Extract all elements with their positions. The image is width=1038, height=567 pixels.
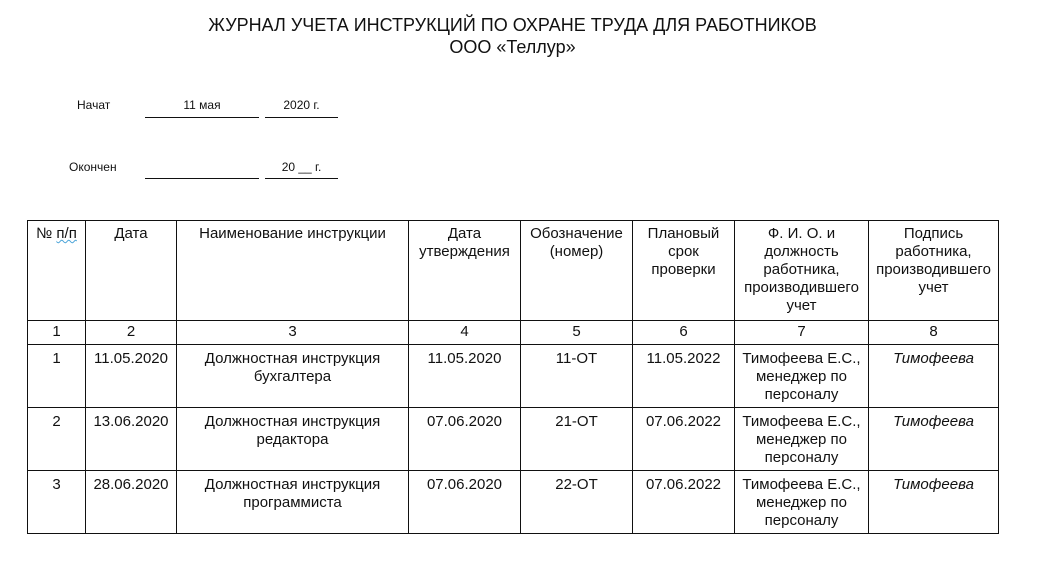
cell-number: 1 <box>28 345 86 408</box>
table-row <box>28 345 999 408</box>
title-line-2: ООО «Теллур» <box>449 37 576 57</box>
header-row <box>28 221 999 321</box>
header-person: Ф. И. О. и должность работника, производившего учет <box>735 221 869 321</box>
cell-person: Тимофеева Е.С., менеджер по персоналу <box>735 471 869 534</box>
cell-person: Тимофеева Е.С., менеджер по персоналу <box>735 408 869 471</box>
cell-signature: Тимофеева <box>869 471 999 534</box>
table-row <box>28 471 999 534</box>
cell-signature: Тимофеева <box>869 408 999 471</box>
table-row <box>28 408 999 471</box>
header-number-main: п/п <box>56 225 77 242</box>
header-number <box>28 221 86 321</box>
cell-instruction-name: Должностная инструкция бухгалтера <box>177 345 409 408</box>
column-number: 1 <box>28 321 86 345</box>
finished-day-month-line <box>145 178 259 179</box>
cell-number: 3 <box>28 471 86 534</box>
header-review-term: Плановый срок проверки <box>633 221 735 321</box>
header-signature: Подпись работника, производившего учет <box>869 221 999 321</box>
cell-number: 2 <box>28 408 86 471</box>
cell-approval-date: 07.06.2020 <box>409 408 521 471</box>
cell-review-term: 07.06.2022 <box>633 408 735 471</box>
finished-year[interactable]: 20 __ г. <box>281 160 322 174</box>
column-numbers-row <box>28 321 999 345</box>
cell-designation: 11-ОТ <box>521 345 633 408</box>
column-number: 8 <box>869 321 999 345</box>
column-number: 3 <box>177 321 409 345</box>
started-day-month-line <box>145 117 259 118</box>
cell-date: 28.06.2020 <box>86 471 177 534</box>
finished-year-line <box>265 178 338 179</box>
cell-person: Тимофеева Е.С., менеджер по персоналу <box>735 345 869 408</box>
cell-signature: Тимофеева <box>869 345 999 408</box>
cell-designation: 22-ОТ <box>521 471 633 534</box>
instructions-journal-table <box>27 220 999 534</box>
column-number: 2 <box>86 321 177 345</box>
cell-approval-date: 11.05.2020 <box>409 345 521 408</box>
cell-review-term: 07.06.2022 <box>633 471 735 534</box>
started-label: Начат <box>77 98 111 112</box>
cell-designation: 21-ОТ <box>521 408 633 471</box>
cell-instruction-name: Должностная инструкция редактора <box>177 408 409 471</box>
header-number-prefix: № <box>36 225 57 242</box>
title-line-1: ЖУРНАЛ УЧЕТА ИНСТРУКЦИЙ ПО ОХРАНЕ ТРУДА ДЛЯ РАБОТНИКОВ <box>208 15 817 35</box>
header-designation: Обозначение (номер) <box>521 221 633 321</box>
started-day-month[interactable]: 11 мая <box>183 98 221 112</box>
header-approval-date: Дата утверждения <box>409 221 521 321</box>
header-date: Дата <box>86 221 177 321</box>
header-instruction-name: Наименование инструкции <box>177 221 409 321</box>
document-title <box>0 14 1025 58</box>
column-number: 5 <box>521 321 633 345</box>
cell-date: 13.06.2020 <box>86 408 177 471</box>
cell-instruction-name: Должностная инструкция программиста <box>177 471 409 534</box>
started-year[interactable]: 2020 г. <box>283 98 320 112</box>
column-number: 4 <box>409 321 521 345</box>
cell-date: 11.05.2020 <box>86 345 177 408</box>
started-year-line <box>265 117 338 118</box>
column-number: 6 <box>633 321 735 345</box>
finished-label: Окончен <box>69 160 117 174</box>
cell-review-term: 11.05.2022 <box>633 345 735 408</box>
cell-approval-date: 07.06.2020 <box>409 471 521 534</box>
column-number: 7 <box>735 321 869 345</box>
